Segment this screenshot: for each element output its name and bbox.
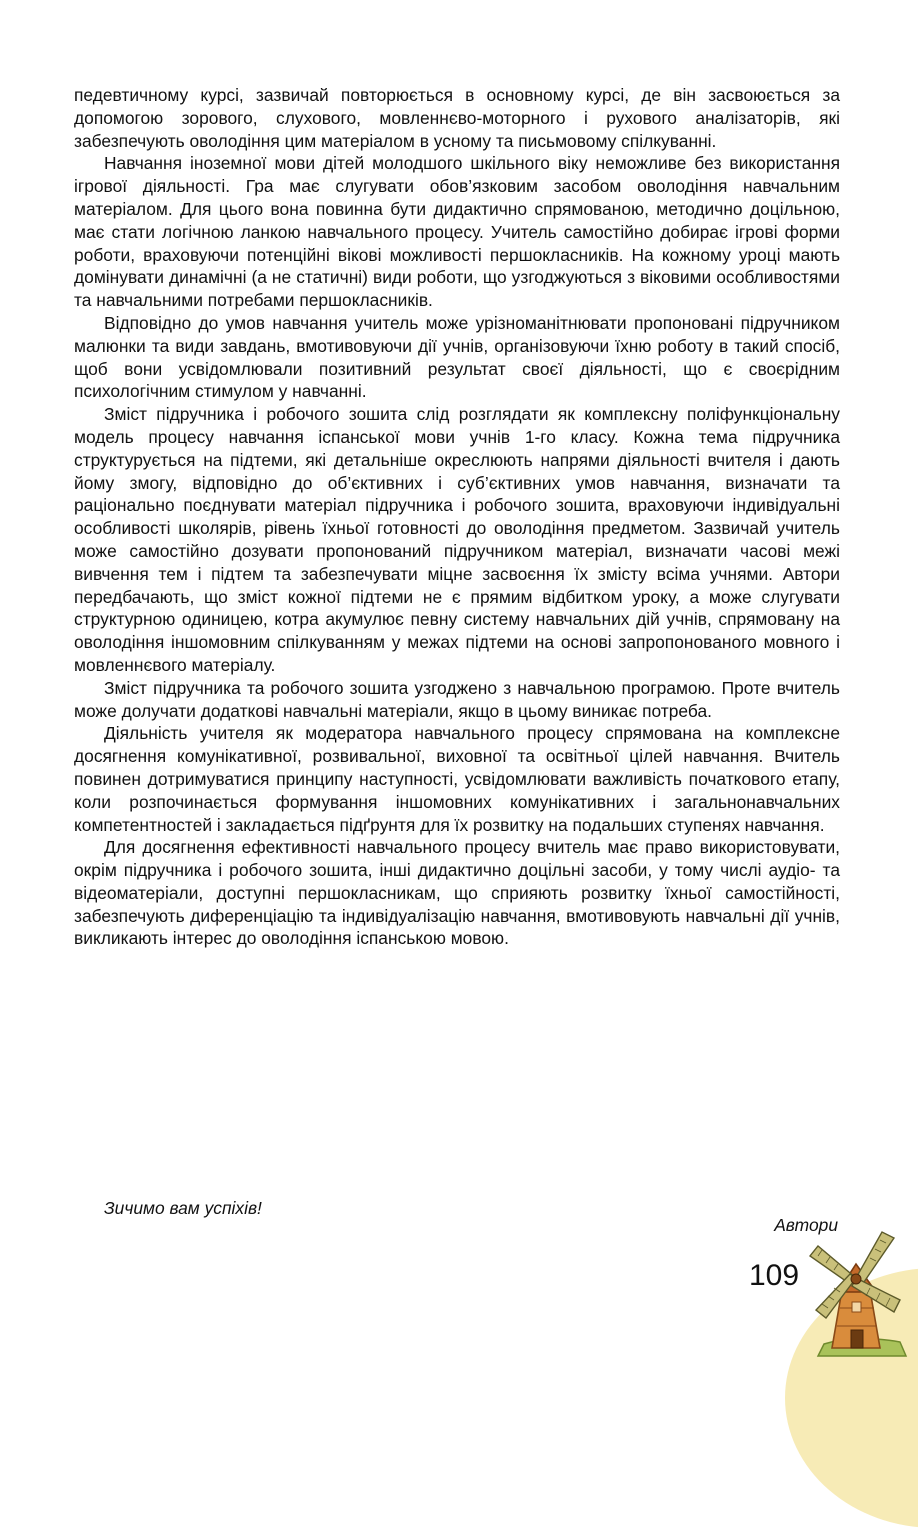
paragraph-6: Діяльність учителя як модератора навчального процесу спрямована на комплексне досягнення комунікативної, розвивальної, виховної та освітньої цілей навчання. Вчитель повинен дотримуватися принципу наступності, усвідомлювати важливість початкового етапу, коли розпочинається формування іншомовних комунікативних і загальнонавчальних компетентностей і закладається підґрунтя для їх розвитку на подальших ступенях навчання. [74,723,840,835]
paragraph-2: Навчання іноземної мови дітей молодшого шкільного віку неможливе без використання ігрової діяльності. Гра має слугувати обов’язковим засобом оволодіння навчальним матеріалом. Для цього вона повинна бути дидактично спрямованою, методично доцільною, має стати логічною ланкою навчального процесу. Учитель самостійно добирає ігрові форми роботи, враховуючи потенційні вікові можливості першокласників. На кожному уроці мають домінувати динамічні (а не статичні) види роботи, що узгоджуються з віковими особливостями та навчальними потребами першокласників. [74,153,840,311]
paragraph-3: Відповідно до умов навчання учитель може урізноманітнювати пропоновані підручником малюнки та види завдань, вмотивовуючи дії учнів, організовуючи їхню роботу в такий спосіб, щоб вони усвідомлювали позитивний результат своєї діяльності, що є своєрідним психологічним стимулом у навчанні. [74,312,840,402]
paragraph-7: Для досягнення ефективності навчального процесу вчитель має право використовувати, окрім підручника і робочого зошита, інші дидактично доцільні засоби, у тому числі аудіо- та відеоматеріали, доступні першокласникам, що сприяють розвитку їхньої самостійності, забезпечують диференціацію та індивідуалізацію навчання, вмотивовують навчальні дії учнів, викликають інтерес до оволодіння іспанською мовою. [74,837,840,949]
body-text [74,84,840,950]
windmill-icon [796,1216,918,1360]
paragraph-5: Зміст підручника та робочого зошита узгоджено з навчальною програмою. Проте вчитель може долучати додаткові навчальні матеріали, якщо в цьому виникає потреба. [74,677,840,721]
closing-wish: Зичимо вам успіхів! [104,1198,262,1218]
authors-signature: Автори [774,1215,838,1235]
paragraph-1: педевтичному курсі, зазвичай повторюється в основному курсі, де він засвоюється за допомогою зорового, слухового, мовленнєво-моторного і рухового аналізаторів, які забезпечують оволодіння цим матеріалом в усному та письмовому спілкуванні. [74,85,840,151]
paragraph-4: Зміст підручника і робочого зошита слід розглядати як комплексну поліфункціональну модель процесу навчання іспанської мови учнів 1-го класу. Кожна тема підручника структурується на підтеми, які детальніше окреслюють напрями діяльності вчителя і дають йому змогу, відповідно до об’єктивних і суб’єктивних умов навчання, визначати та раціонально поєднувати матеріал підручника і робочого зошита, враховуючи індивідуальні особливості школярів, рівень їхньої готовності до оволодіння предметом. Зазвичай учитель може самостійно дозувати пропонований підручником матеріал, визначати часові межі вивчення тем і підтем та забезпечувати міцне засвоєння їх змісту всіма учнями. Автори передбачають, що зміст кожної підтеми не є прямим відбитком уроку, а може слугувати структурною одиницею, котра акумулює певну систему навчальних дій учнів, спрямовану на оволодіння іншомовним спілкуванням у межах підтеми на основі запропонованого мовного і мовленнєвого матеріалу. [74,404,840,675]
page-number: 109 [749,1259,800,1292]
